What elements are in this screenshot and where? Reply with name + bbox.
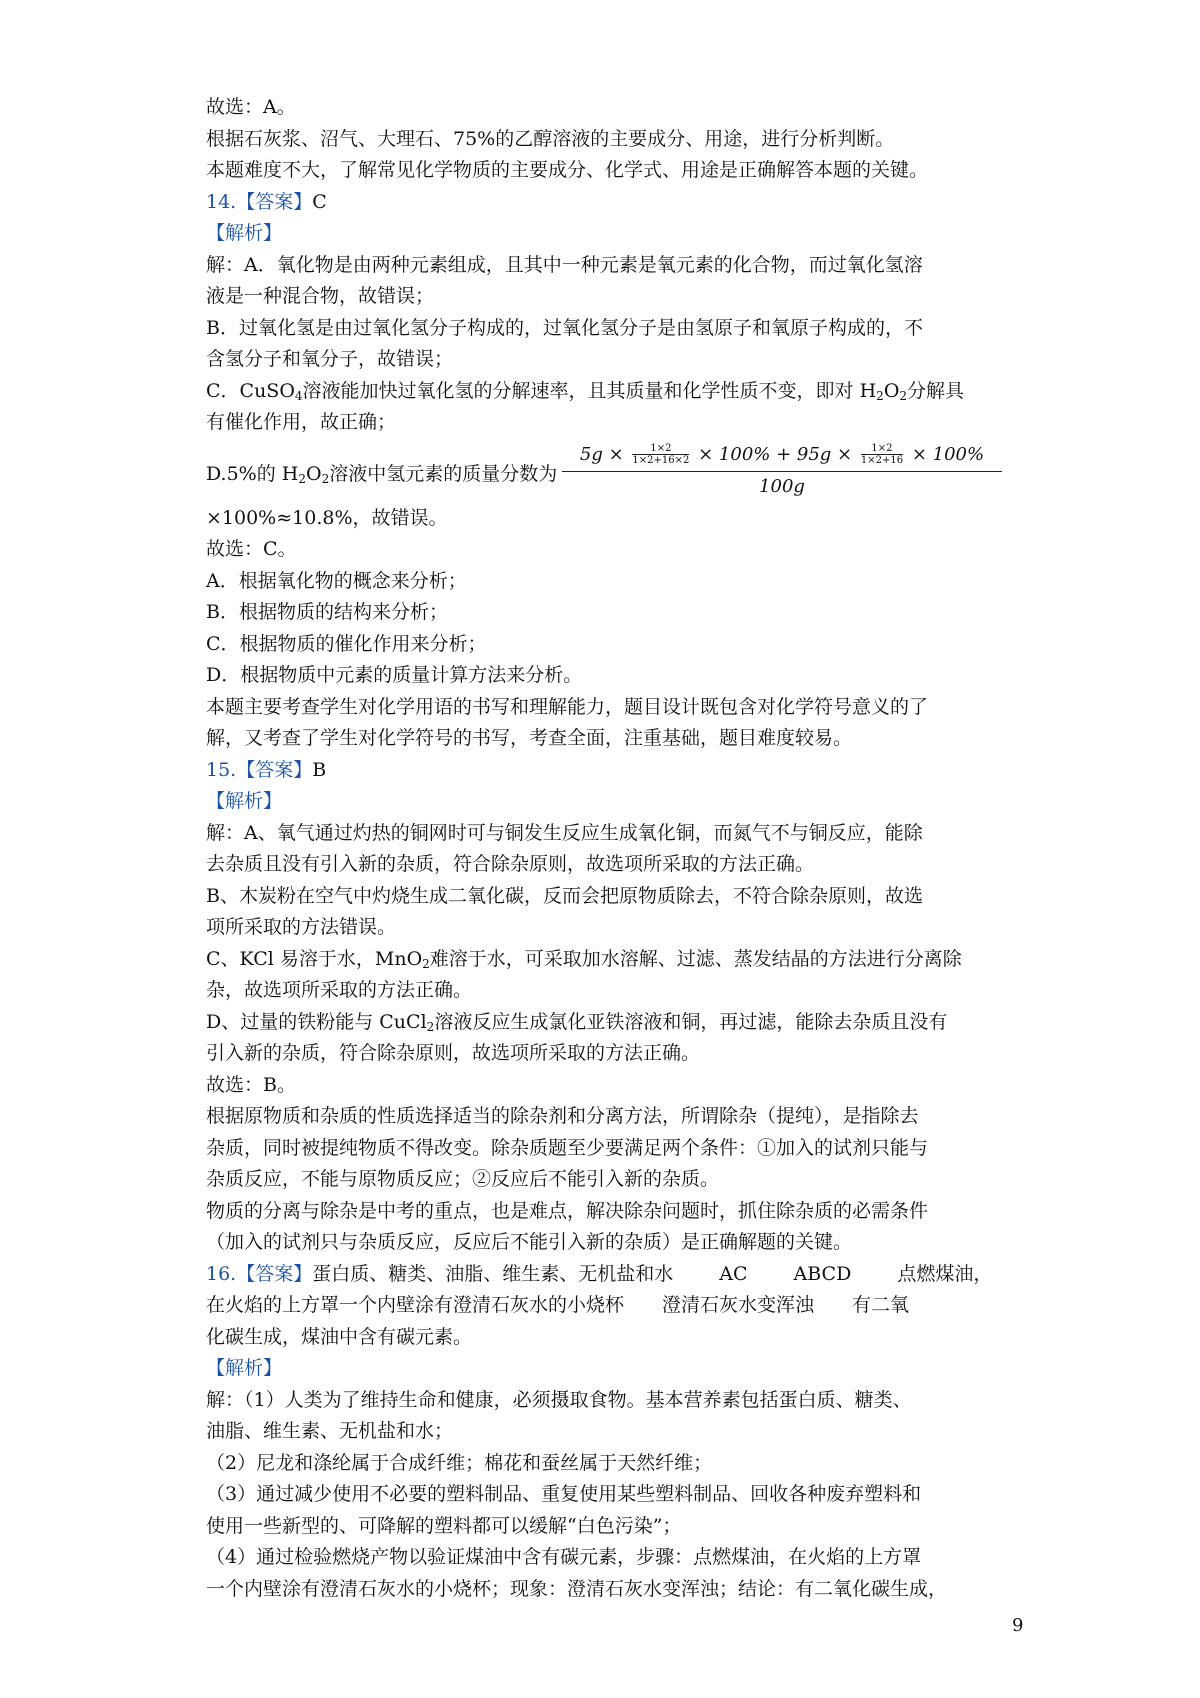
text-line: 根据原物质和杂质的性质选择适当的除杂剂和分离方法，所谓除杂（提纯），是指除去 xyxy=(206,1105,919,1127)
answer-value: 有二氧 xyxy=(852,1294,910,1316)
text-line: 故选：A。 xyxy=(206,96,296,118)
mini-numerator: 1×2 xyxy=(650,443,672,454)
text-line: 含氢分子和氧分子，故错误； xyxy=(206,348,454,370)
text-line: B．过氧化氢是由过氧化氢分子构成的，过氧化氢分子是由氢原子和氧原子构成的，不 xyxy=(206,316,923,339)
text-line: 液是一种混合物，故错误； xyxy=(206,285,435,307)
text-span: 分解具 xyxy=(907,379,965,402)
fraction-formula xyxy=(558,439,1006,502)
analysis-tag: 【解析】 xyxy=(206,790,283,812)
answer-value: ABCD xyxy=(793,1262,852,1285)
text-span: O xyxy=(306,462,322,485)
question-14-answer xyxy=(206,187,1006,219)
answer-tag: 【答案】 xyxy=(236,758,313,781)
subscript: 2 xyxy=(422,956,430,971)
answer-value: AC xyxy=(719,1262,748,1285)
formula-part: 5g × xyxy=(579,443,624,465)
text-line: 故选：C。 xyxy=(206,538,297,560)
text-span: C．CuSO xyxy=(206,379,295,402)
answer-value: 蛋白质、糖类、油脂、维生素、无机盐和水 xyxy=(312,1262,674,1285)
text-line: B．根据物质的结构来分析； xyxy=(206,601,448,623)
answer-value: 点燃煤油， xyxy=(897,1262,993,1285)
subscript: 4 xyxy=(294,388,303,403)
text-line: 根据石灰浆、沼气、大理石、75%的乙醇溶液的主要成分、用途，进行分析判断。 xyxy=(206,127,895,150)
answer-value: 澄清石灰水变浑浊 xyxy=(662,1294,815,1316)
answer-value: 在火焰的上方罩一个内壁涂有澄清石灰水的小烧杯 xyxy=(206,1294,625,1316)
mini-fraction xyxy=(632,443,689,466)
question-number: 16. xyxy=(206,1262,237,1285)
text-line: （加入的试剂只与杂质反应，反应后不能引入新的杂质）是正确解题的关键。 xyxy=(206,1231,853,1253)
text-line xyxy=(206,1290,1006,1322)
equation-label xyxy=(206,459,557,486)
text-line: 杂质，同时被提纯物质不得改变。除杂质题至少要满足两个条件：①加入的试剂只能与 xyxy=(206,1136,929,1159)
text-line: 故选：B。 xyxy=(206,1073,296,1096)
text-line: 物质的分离与除杂是中考的重点，也是难点，解决除杂问题时，抓住除杂质的必需条件 xyxy=(206,1199,929,1222)
mini-denominator: 1×2+16 xyxy=(860,455,904,466)
formula-part: × 100% xyxy=(911,443,985,465)
text-span: 溶液能加快过氧化氢的分解速率，且其质量和化学性质不变，即对 H xyxy=(302,379,877,402)
mini-denominator: 1×2+16×2 xyxy=(632,455,690,466)
text-span: C、KCl 易溶于水，MnO xyxy=(206,947,423,970)
text-span: D、过量的铁粉能与 CuCl xyxy=(206,1010,427,1033)
question-number: 14. xyxy=(206,190,237,213)
text-span: 难溶于水，可采取加水溶解、过滤、蒸发结晶的方法进行分离除 xyxy=(429,947,962,970)
text-line: B、木炭粉在空气中灼烧生成二氧化碳，反而会把原物质除去，不符合除杂原则，故选 xyxy=(206,884,923,907)
answer-value: B xyxy=(312,758,327,781)
text-line: 本题主要考查学生对化学用语的书写和理解能力，题目设计既包含对化学符号意义的了 xyxy=(206,695,929,718)
text-line: 使用一些新型的、可降解的塑料都可以缓解“白色污染”； xyxy=(206,1514,682,1537)
mini-numerator: 1×2 xyxy=(871,443,893,454)
text-line: 解：（1）人类为了维持生命和健康，必须摄取食物。基本营养素包括蛋白质、糖类、 xyxy=(206,1388,912,1411)
answer-value: C xyxy=(312,190,327,213)
subscript: 2 xyxy=(298,471,306,486)
text-line xyxy=(206,376,1006,408)
text-span: 溶液反应生成氯化亚铁溶液和铜，再过滤，能除去杂质且没有 xyxy=(434,1010,948,1033)
subscript: 2 xyxy=(426,1019,435,1034)
text-line xyxy=(206,1007,1006,1039)
text-line: 解：A．氧化物是由两种元素组成，且其中一种元素是氧元素的化合物，而过氧化氢溶 xyxy=(206,253,923,276)
text-line: 引入新的杂质，符合除杂原则，故选项所采取的方法正确。 xyxy=(206,1042,701,1064)
text-line: 解：A、氧气通过灼热的铜网时可与铜发生反应生成氧化铜，而氮气不与铜反应，能除 xyxy=(206,821,923,844)
document-body xyxy=(206,92,1006,1605)
question-16-answer xyxy=(206,1259,1006,1291)
fraction-numerator xyxy=(558,439,1006,471)
text-span: D.5%的 H xyxy=(206,462,299,485)
subscript: 2 xyxy=(321,471,330,486)
answer-tag: 【答案】 xyxy=(236,1262,313,1285)
formula-part: × 100% + 95g × xyxy=(698,443,853,465)
text-span: 溶液中氢元素的质量分数为 xyxy=(329,462,558,485)
text-line: 油脂、维生素、无机盐和水； xyxy=(206,1420,454,1442)
text-line: 去杂质且没有引入新的杂质，符合除杂原则，故选项所采取的方法正确。 xyxy=(206,853,815,875)
text-line xyxy=(206,944,1006,976)
text-span: O xyxy=(883,379,900,402)
question-15-answer xyxy=(206,755,1006,787)
page-number: 9 xyxy=(1012,1615,1024,1636)
text-line: A．根据氧化物的概念来分析； xyxy=(206,569,467,592)
text-line: 项所采取的方法错误。 xyxy=(206,916,397,938)
fraction-denominator: 100g xyxy=(759,475,805,497)
text-line: （2）尼龙和涤纶属于合成纤维；棉花和蚕丝属于天然纤维； xyxy=(206,1451,713,1474)
text-line: C．根据物质的催化作用来分析； xyxy=(206,632,487,655)
text-line: 本题难度不大，了解常见化学物质的主要成分、化学式、用途是正确解答本题的关键。 xyxy=(206,159,929,181)
text-line: 杂质反应，不能与原物质反应；②反应后不能引入新的杂质。 xyxy=(206,1168,720,1190)
analysis-tag: 【解析】 xyxy=(206,1357,283,1379)
question-number: 15. xyxy=(206,758,237,781)
analysis-tag: 【解析】 xyxy=(206,222,283,244)
text-line: 杂，故选项所采取的方法正确。 xyxy=(206,979,473,1001)
text-line: （4）通过检验燃烧产物以验证煤油中含有碳元素，步骤：点燃煤油，在火焰的上方罩 xyxy=(206,1546,922,1568)
text-line: ×100%≈10.8%，故错误。 xyxy=(206,506,448,529)
text-line: 一个内壁涂有澄清石灰水的小烧杯；现象：澄清石灰水变浑浊；结论：有二氧化碳生成， xyxy=(206,1577,948,1600)
text-line: 解，又考查了学生对化学符号的书写，考查全面，注重基础，题目难度较易。 xyxy=(206,727,853,749)
text-line: 化碳生成，煤油中含有碳元素。 xyxy=(206,1325,473,1348)
subscript: 2 xyxy=(876,388,884,403)
mini-fraction xyxy=(861,443,903,466)
text-line: D．根据物质中元素的质量计算方法来分析。 xyxy=(206,664,583,686)
text-line: （3）通过减少使用不必要的塑料制品、重复使用某些塑料制品、回收各种废弃塑料和 xyxy=(206,1483,922,1505)
answer-tag: 【答案】 xyxy=(236,190,313,213)
subscript: 2 xyxy=(899,388,908,403)
equation-line xyxy=(206,439,1006,503)
text-line: 有催化作用，故正确； xyxy=(206,411,397,433)
